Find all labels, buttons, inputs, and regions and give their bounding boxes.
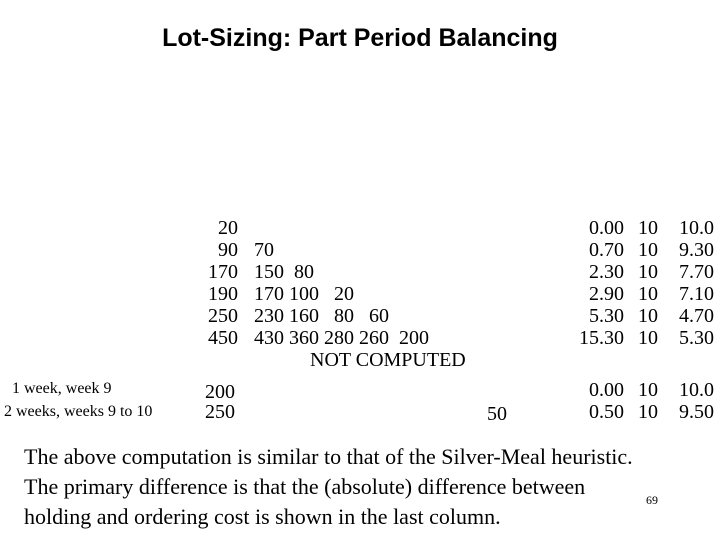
table-cell: 90 [218, 239, 238, 261]
table-cell: 250 [205, 401, 235, 423]
table-cell: 170 [208, 261, 238, 283]
footer-line: The primary difference is that the (absolute) difference between [24, 474, 586, 499]
table-cell: 10 [638, 261, 658, 283]
row-label: 1 week, week 9 [12, 380, 112, 397]
table-cell: 10.0 [679, 217, 714, 239]
table-row-values: 430 360 280 260 200 [254, 327, 429, 349]
table-cell: 7.70 [679, 261, 714, 283]
table-cell: 7.10 [679, 283, 714, 305]
table-cell: 0.50 [589, 401, 624, 423]
not-computed-label: NOT COMPUTED [310, 349, 466, 371]
table-cell: 0.70 [589, 239, 624, 261]
table-cell: 9.30 [679, 239, 714, 261]
table-cell: 10 [638, 327, 658, 349]
table-cell: 5.30 [679, 327, 714, 349]
footer-line: The above computation is similar to that of the Silver-Meal heuristic. [24, 444, 633, 469]
table-row-values: 170 100 20 [254, 283, 354, 305]
footer-line: holding and ordering cost is shown in the last column. [24, 504, 501, 529]
table-row-values: 150 80 [254, 261, 314, 283]
table-cell: 2.30 [589, 261, 624, 283]
table-cell: 10.0 [679, 379, 714, 401]
table-cell: 10 [638, 305, 658, 327]
table-row-values: 70 [254, 239, 274, 261]
table-cell: 50 [487, 403, 507, 425]
table-cell: 450 [208, 327, 238, 349]
page-number: 69 [646, 493, 658, 507]
table-cell: 10 [638, 401, 658, 423]
table-cell: 2.90 [589, 283, 624, 305]
table-cell: 9.50 [679, 401, 714, 423]
table-cell: 0.00 [589, 379, 624, 401]
table-cell: 0.00 [589, 217, 624, 239]
table-cell: 10 [638, 379, 658, 401]
table-cell: 250 [208, 305, 238, 327]
table-row-values: 230 160 80 60 [254, 305, 389, 327]
table-cell: 10 [638, 217, 658, 239]
table-cell: 4.70 [679, 305, 714, 327]
table-cell: 5.30 [589, 305, 624, 327]
row-label: 2 weeks, weeks 9 to 10 [4, 403, 153, 420]
table-cell: 200 [205, 381, 235, 403]
table-cell: 10 [638, 239, 658, 261]
table-cell: 20 [218, 217, 238, 239]
table-cell: 10 [638, 283, 658, 305]
table-cell: 15.30 [579, 327, 624, 349]
table-cell: 190 [208, 283, 238, 305]
page-title: Lot-Sizing: Part Period Balancing [162, 24, 558, 52]
